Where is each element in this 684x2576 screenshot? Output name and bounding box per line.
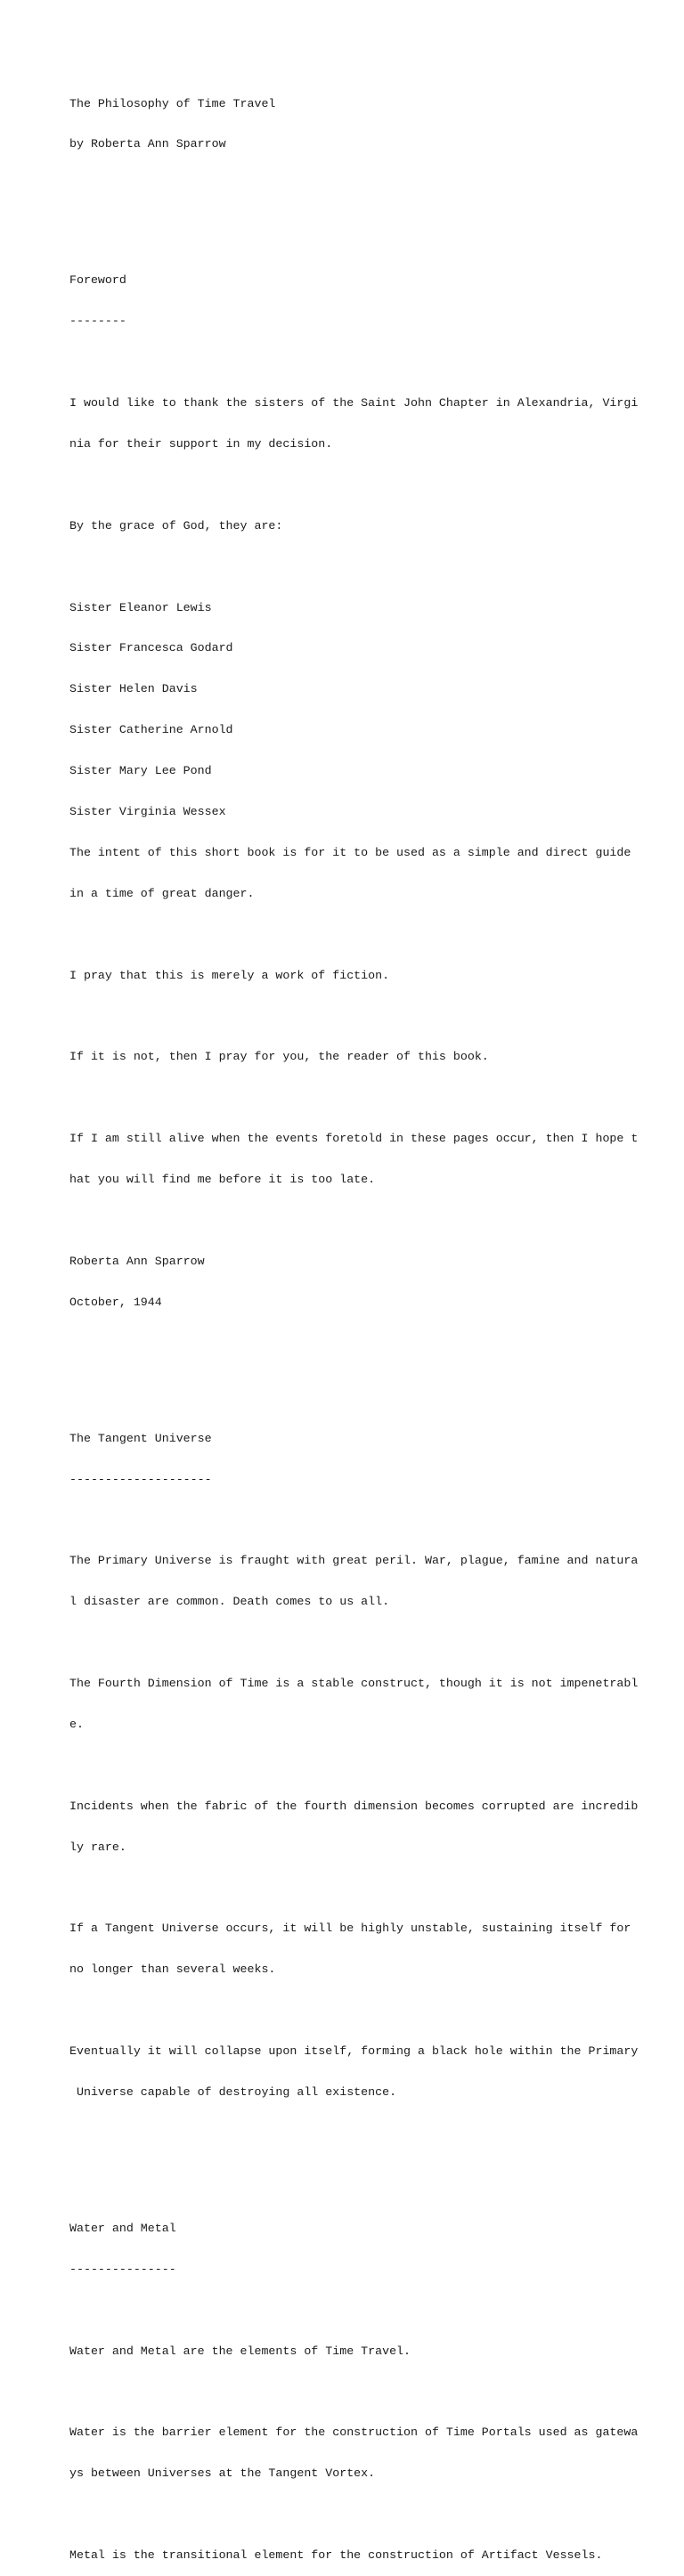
sister-name: Sister Francesca Godard xyxy=(69,641,233,655)
sister-name: Sister Mary Lee Pond xyxy=(69,764,212,778)
foreword-underline: -------- xyxy=(69,314,126,329)
document-title: The Philosophy of Time Travel xyxy=(69,96,276,110)
paragraph-line: If I am still alive when the events foretold in these pages occur, then I hope t xyxy=(69,1132,639,1146)
paragraph-line: If it is not, then I pray for you, the reader of this book. xyxy=(69,1050,489,1064)
paragraph-line: nia for their support in my decision. xyxy=(69,437,333,451)
document-page xyxy=(69,69,657,2576)
paragraph-line: I pray that this is merely a work of fiction. xyxy=(69,968,390,982)
foreword-heading: Foreword xyxy=(69,273,126,288)
paragraph-line: l disaster are common. Death comes to us all. xyxy=(69,1595,390,1609)
paragraph-line: Metal is the transitional element for the construction of Artifact Vessels. xyxy=(69,2548,603,2563)
paragraph-line: ly rare. xyxy=(69,1840,126,1854)
paragraph-line: no longer than several weeks. xyxy=(69,1962,276,1977)
paragraph-line: e. xyxy=(69,1717,84,1731)
tangent-heading: The Tangent Universe xyxy=(69,1431,212,1445)
paragraph-line: hat you will find me before it is too late. xyxy=(69,1173,376,1187)
paragraph-line: Eventually it will collapse upon itself, forming a black hole within the Primary xyxy=(69,2044,639,2059)
water-heading: Water and Metal xyxy=(69,2221,176,2235)
water-underline: --------------- xyxy=(69,2262,176,2276)
signature-name: Roberta Ann Sparrow xyxy=(69,1254,205,1268)
sister-name: Sister Catherine Arnold xyxy=(69,723,233,737)
paragraph-line: ys between Universes at the Tangent Vortex. xyxy=(69,2466,376,2481)
paragraph-line: in a time of great danger. xyxy=(69,886,255,900)
signature-date: October, 1944 xyxy=(69,1295,162,1309)
paragraph-line: Water and Metal are the elements of Time Travel. xyxy=(69,2344,411,2358)
sister-name: Sister Eleanor Lewis xyxy=(69,600,212,614)
paragraph-line: The Primary Universe is fraught with great peril. War, plague, famine and natura xyxy=(69,1554,639,1568)
paragraph-line: If a Tangent Universe occurs, it will be highly unstable, sustaining itself for xyxy=(69,1922,631,1936)
paragraph-line: Water is the barrier element for the construction of Time Portals used as gatewa xyxy=(69,2426,639,2440)
paragraph-line: By the grace of God, they are: xyxy=(69,518,283,532)
paragraph-line: The intent of this short book is for it to be used as a simple and direct guide xyxy=(69,845,631,859)
paragraph-line: Incidents when the fabric of the fourth dimension becomes corrupted are incredib xyxy=(69,1799,639,1813)
sister-name: Sister Helen Davis xyxy=(69,682,198,696)
tangent-underline: -------------------- xyxy=(69,1472,212,1486)
sister-name: Sister Virginia Wessex xyxy=(69,805,226,819)
paragraph-line: I would like to thank the sisters of the Saint John Chapter in Alexandria, Virgi xyxy=(69,396,639,410)
document-author: by Roberta Ann Sparrow xyxy=(69,137,226,151)
paragraph-line: The Fourth Dimension of Time is a stable construct, though it is not impenetrabl xyxy=(69,1677,639,1691)
paragraph-line: Universe capable of destroying all existence. xyxy=(69,2084,397,2099)
